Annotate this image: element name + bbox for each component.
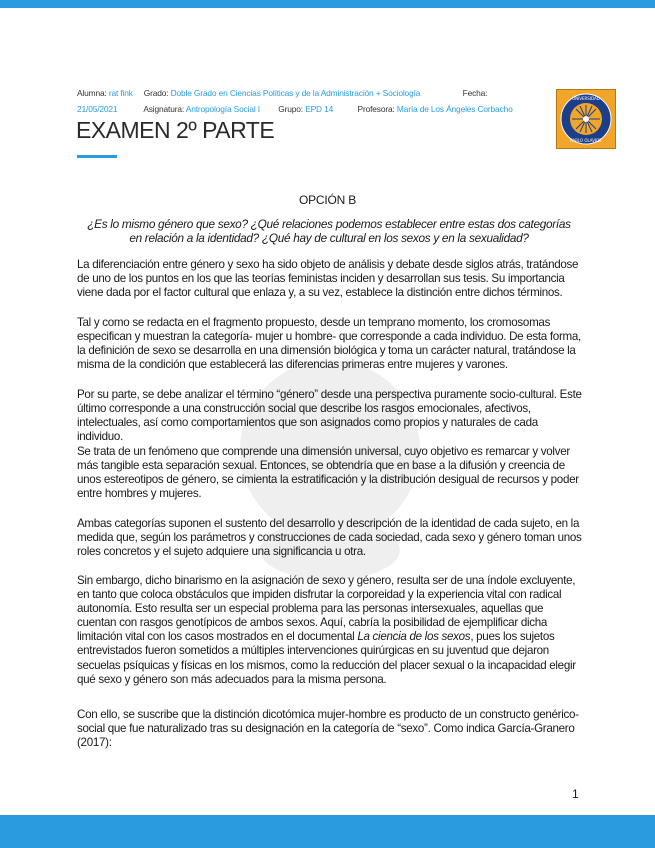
asignatura-value: Antropología Social I	[185, 104, 260, 114]
fecha-value: 21/05/2021	[77, 104, 118, 114]
university-seal-icon	[557, 90, 615, 148]
header-line-1	[77, 88, 487, 98]
paragraph-7: Con ello, se suscribe que la distinción dicotómica mujer-hombre es producto de un constructo genérico-social que fue naturalizado tras su designación en la categoría de “sexo”. Como indica García-Granero (2017):	[77, 708, 579, 750]
paragraph-6-text-start: Sin embargo, dicho binarismo en la asignación de sexo y género, resulta ser de una índole excluyente, en tanto que coloca obstáculos que impiden disfrutar la corporeidad y la experiencia vital con radical autonomía. Esto resulta ser un especial problema para las personas intersexuales, aquellas que cuentan con rasgos genotípicos de ambos sexos. Aquí, cabría la posibilidad de ejemplificar dicha limitación vital con los casos mostrados en el documental	[77, 574, 576, 644]
paragraph-6	[77, 574, 583, 687]
page-title: EXAMEN 2º PARTE	[76, 117, 275, 143]
bottom-accent-bar	[0, 815, 655, 848]
grupo-label: Grupo:	[278, 104, 303, 114]
university-logo	[556, 89, 616, 149]
fecha-label: Fecha:	[462, 88, 488, 98]
title-underline	[77, 155, 117, 158]
exam-question: ¿Es lo mismo género que sexo? ¿Qué relaciones podemos establecer entre estas dos categorías en relación a la identidad? ¿Qué hay de cultural en los sexos y en la sexualidad?	[87, 217, 571, 245]
header-line-2	[77, 104, 513, 114]
option-heading: OPCIÓN B	[298, 193, 357, 207]
profesora-label: Profesora:	[357, 104, 395, 114]
top-accent-bar	[0, 0, 655, 8]
grado-value: Doble Grado en Ciencias Políticas y de la Administración + Sociología	[170, 88, 421, 98]
profesora-value: María de Los Ángeles Corbacho	[396, 104, 513, 114]
grado-label: Grado:	[143, 88, 169, 98]
paragraph-2: Tal y como se redacta en el fragmento propuesto, desde un temprano momento, los cromosomas especifican y muestran la categoría- mujer u hombre- que corresponde a cada individuo. De esta forma, la definición de sexo se desarrolla en una dimensión biológica y toma un carácter natural, tratándose la misma de la condición que establecerá las diferencias primeras entre mujeres y varones.	[77, 316, 581, 372]
logo-text-bottom: PABLO OLAVIDE	[570, 138, 602, 143]
paragraph-4: Se trata de un fenómeno que comprende una dimensión universal, cuyo objetivo es remarcar y volver más tangible esta separación sexual. Entonces, se obtendría que en base a la difusión y creencia de unos estereotipos de género, se cimienta la estratificación y la distribución desigual de recursos y poder entre hombres y mujeres.	[77, 445, 579, 501]
alumna-value: rat fink	[108, 88, 133, 98]
grupo-value: EPD 14	[305, 104, 334, 114]
paragraph-3: Por su parte, se debe analizar el término “género” desde una perspectiva puramente socio-cultural. Este último corresponde a una construcción social que describe los rasgos emocionales, afectivos, intelectuales, así como comportamientos que son asignados como propios y naturales de cada individuo.	[77, 388, 582, 444]
paragraph-5: Ambas categorías suponen el sustento del desarrollo y descripción de la identidad de cada sujeto, en la medida que, según los parámetros y construcciones de cada sociedad, cada sexo y género toman unos roles concretos y el sujeto adquiere una significancia u otra.	[77, 517, 582, 559]
page-number: 1	[572, 787, 579, 801]
paragraph-1: La diferenciación entre género y sexo ha sido objeto de análisis y debate desde siglos atrás, tratándose de uno de los puntos en los que las teorías feministas inciden y desarrollan sus tesis. Su importancia viene dada por el factor cultural que enlaza y, a su vez, establece la distinción entre dichos términos.	[77, 258, 579, 300]
paragraph-6-text-end: , pues los sujetos entrevistados fueron sometidos a múltiples intervenciones quirúrgicas en su juventud que dejaron secuelas psíquicas y físicas en los mismos, como la reducción del placer sexual o la incapacidad elegir qué sexo y género son más adecuados para la misma persona.	[77, 630, 576, 686]
logo-text-top: UNIVERSIDAD	[572, 96, 600, 101]
alumna-label: Alumna:	[77, 88, 107, 98]
asignatura-label: Asignatura:	[143, 104, 185, 114]
documentary-title: La ciencia de los sexos	[357, 630, 471, 644]
